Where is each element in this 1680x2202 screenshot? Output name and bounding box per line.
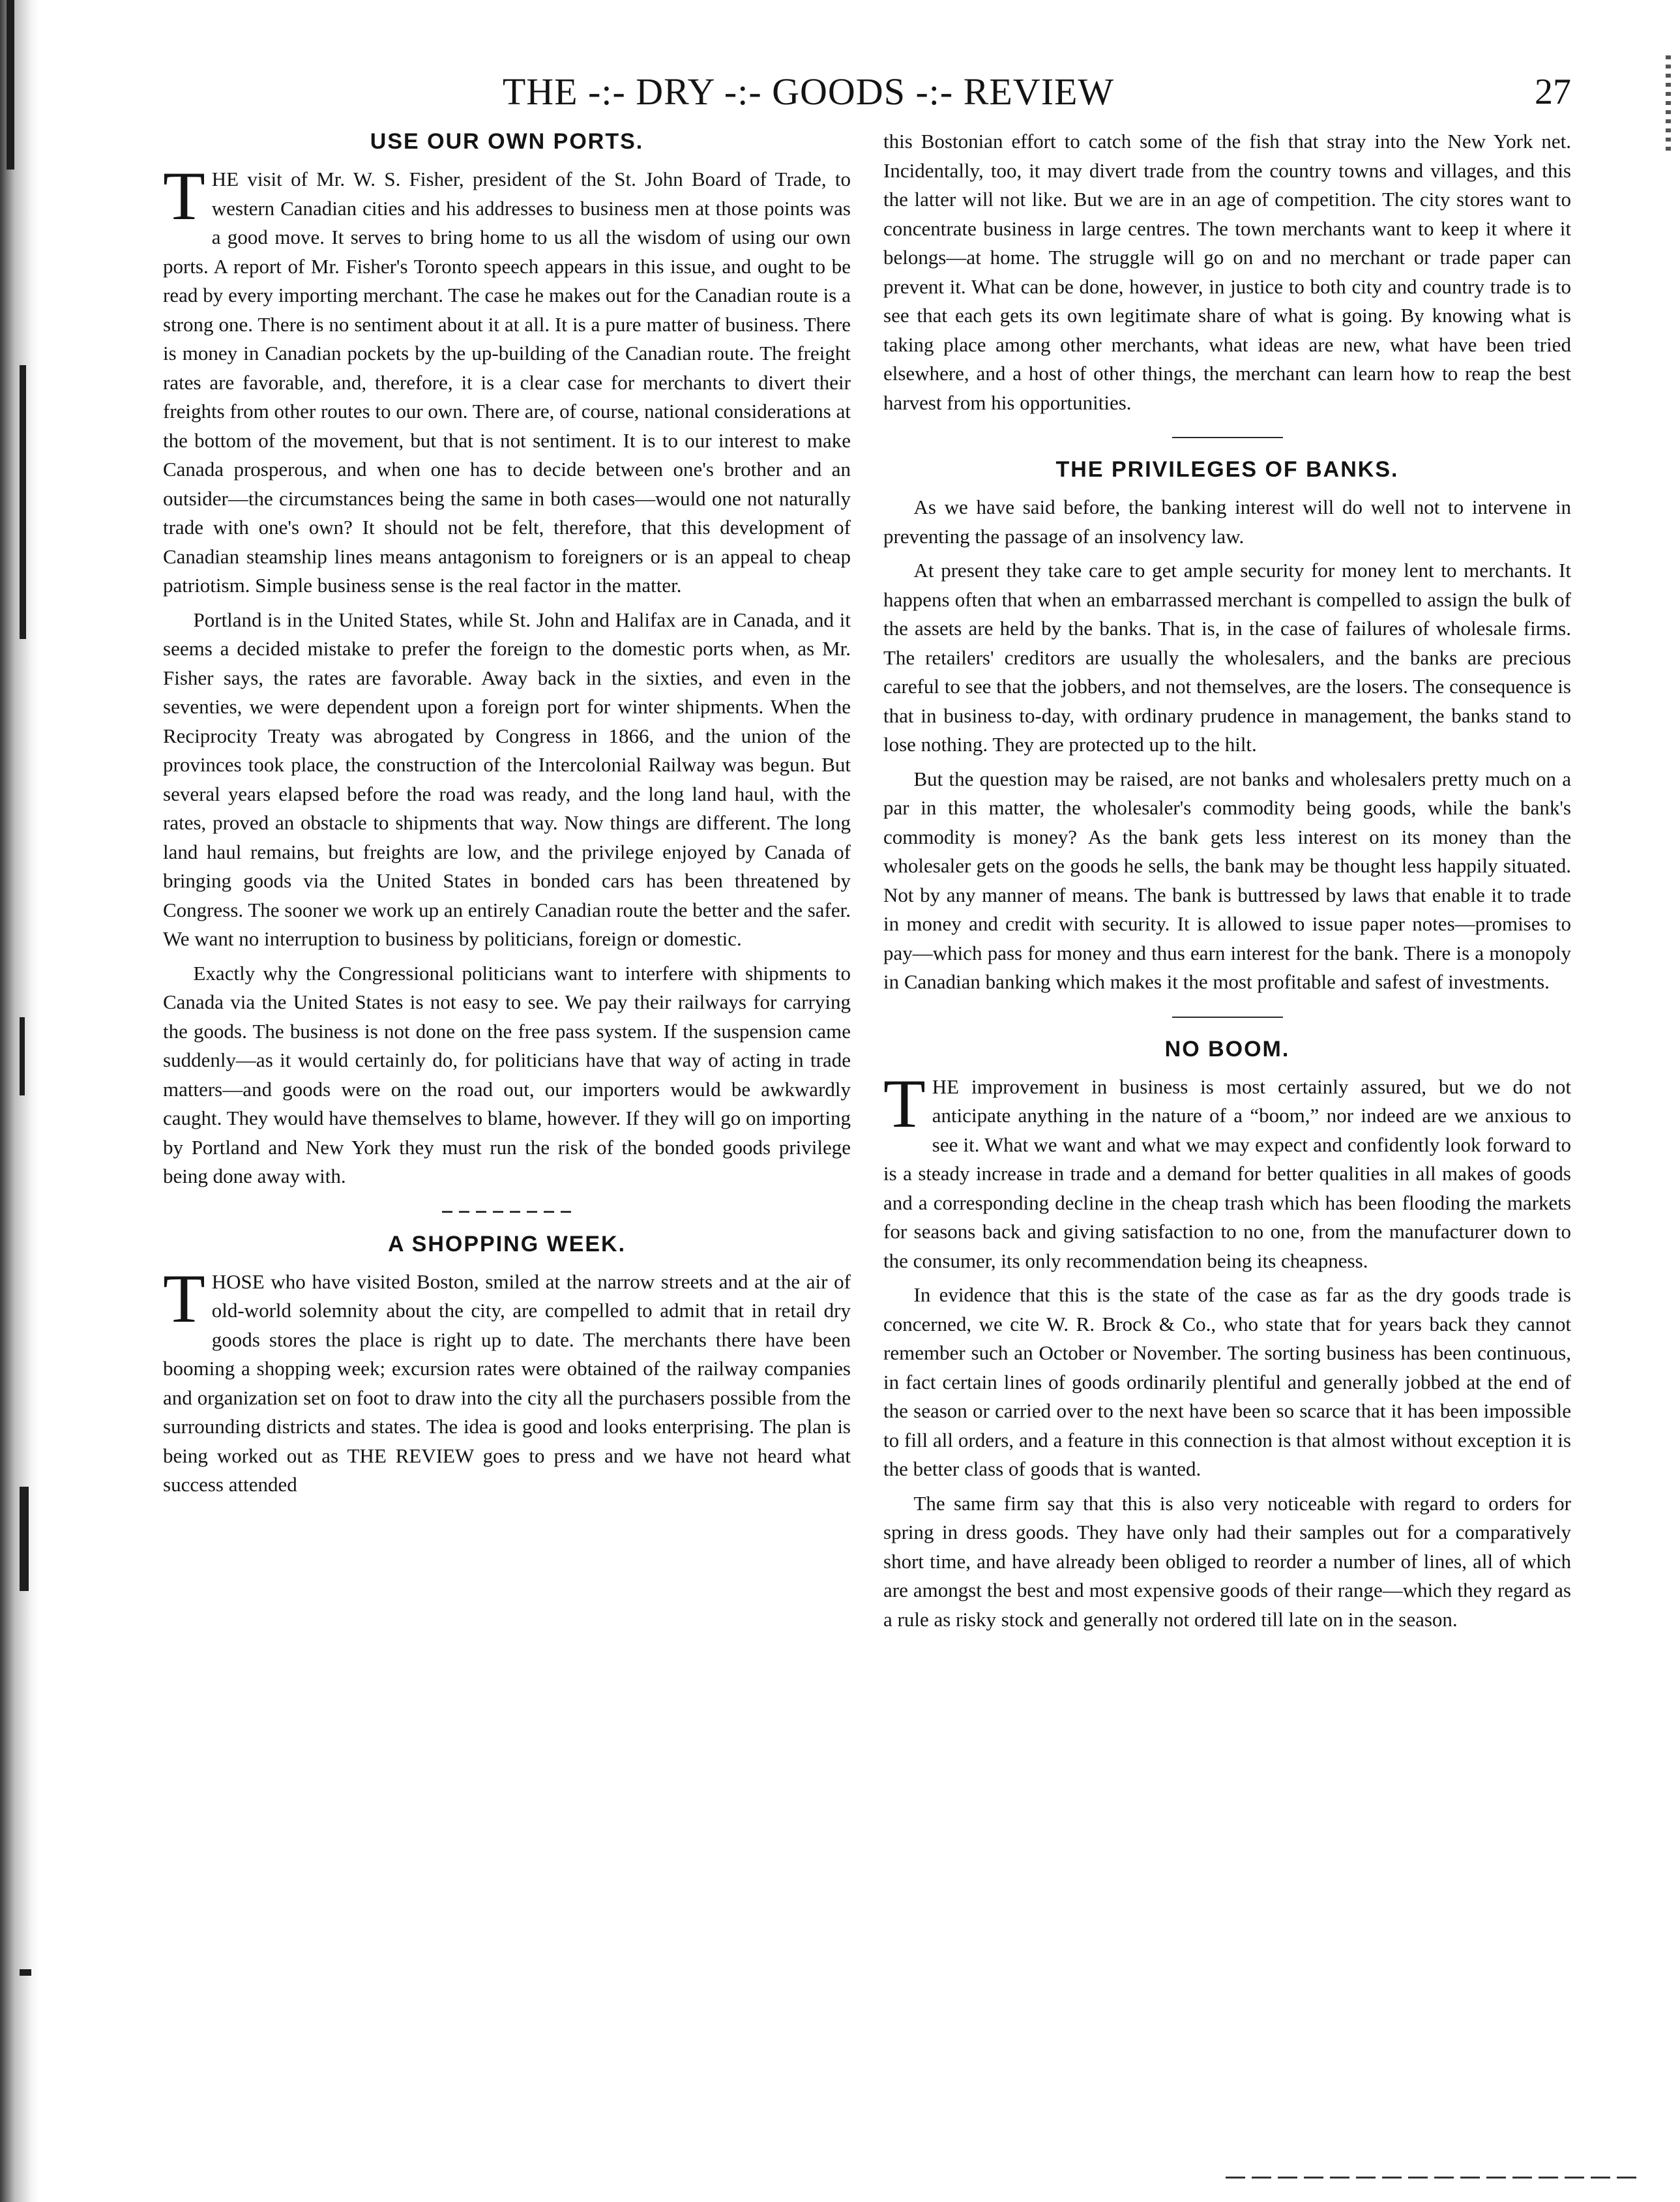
edge-smudge: [20, 1969, 31, 1976]
article-paragraph: But the question may be raised, are not banks and wholesalers pretty much on a par in this matter, the wholesaler's commodity being goods, while the bank's commodity is money? As the bank gets less interest on its money than the wholesaler gets on the goods he sells, the bank may be thought less happily situated. Not by any manner of means. The bank is buttressed by laws that enable it to trade in money and credit with security. It is allowed to issue paper notes—promises to pay—which pass for money and thus earn interest for the bank. There is a monopoly in Canadian banking which makes it the most profitable and safest of investments.: [883, 767, 1571, 993]
article-paragraph: At present they take care to get ample security for money lent to merchants. It happens often that when an embarrassed merchant is compelled to assign the bulk of the assets are held by the banks. That is, in the case of failures of wholesale firms. The retailers' creditors are usually the wholesalers, and the banks are precious careful to see that the jobbers, and not themselves, are the losers. The consequence is that in business to-day, with ordinary prudence in management, the banks stand to lose nothing. They are protected up to the hilt.: [883, 559, 1571, 756]
article-title: THE PRIVILEGES OF BANKS.: [1055, 457, 1399, 482]
right-column: [883, 127, 1571, 1639]
edge-smudge: [20, 365, 26, 639]
article-shopping-week: [163, 1230, 851, 1500]
section-separator: [1172, 1017, 1283, 1018]
page-number: 27: [1535, 72, 1571, 112]
left-column: [163, 127, 851, 1505]
article-paragraph: [163, 1260, 851, 1500]
article-paragraph: [883, 1065, 1571, 1276]
section-separator: [1172, 437, 1283, 438]
drop-cap: T: [163, 158, 205, 234]
article-use-our-own-ports: [163, 127, 851, 1191]
right-edge-marks: [1666, 55, 1671, 153]
section-separator: [442, 1211, 572, 1213]
article-paragraph: Portland is in the United States, while St. John and Halifax are in Canada, and it seems a decided mistake to prefer the foreign to the domestic ports when, as Mr. Fisher says, the rates are favorable. Away back in the sixties, and even in the seventies, we were dependent upon a foreign port for winter shipments. When the Reciprocity Treaty was abrogated by Congress in 1866, and the union of the provinces took place, the construction of the Intercolonial Railway was begun. But several years elapsed before the road was ready, and the long land haul, with the rates, proved an obstacle to shipments that way. Now things are different. The long land haul remains, but freights are low, and the privilege enjoyed by Canada of bringing goods via the United States in bonded cars has been threatened by Congress. The sooner we work up an entirely Canadian route the better and the safer. We want no interruption to business by politicians, foreign or domestic.: [163, 608, 851, 950]
drop-cap: T: [883, 1065, 926, 1142]
paragraph-text: HE visit of Mr. W. S. Fisher, president of the St. John Board of Trade, to western Canadian cities and his addresses to business men at those points was a good move. It serves to bring home to us all the wisdom of using our own ports. A report of Mr. Fisher's Toronto speech appears in this issue, and ought to be read by every importing merchant. The case he makes out for the Canadian route is a strong one. There is no sentiment about it at all. It is a pure matter of business. There is money in Canadian pockets by the up-building of the Canadian route. The freight rates are favorable, and, therefore, it is a clear case for merchants to divert their freights from other routes to our own. There are, of course, national considerations at the bottom of the movement, but that is not sentiment. It is to our interest to make Canada prosperous, and when one has to decide between one's brother and an outsider—the circumstances being the same in both cases—would one not naturally trade with one's own? It should not be felt, therefore, that this development of Canadian steamship lines means antagonism to foreigners or is an appeal to cheap patriotism. Simple business sense is the real factor in the matter.: [163, 168, 851, 597]
publication-title: THE -:- DRY -:- GOODS -:- REVIEW: [502, 70, 1115, 113]
bottom-rule: [1226, 2177, 1636, 2179]
running-head: [98, 63, 1571, 121]
article-title: USE OUR OWN PORTS.: [370, 129, 644, 154]
article-paragraph: The same firm say that this is also very noticeable with regard to orders for spring in dress goods. They have only had their samples out for a comparatively short time, and have already been obliged to reorder a number of lines, all of which are amongst the best and most expensive goods of their range—which they regard as a rule as risky stock and generally not ordered till late on in the season.: [883, 1491, 1571, 1631]
drop-cap: T: [163, 1260, 205, 1337]
paragraph-text: HE improvement in business is most certainly assured, but we do not anticipate anything in the nature of a “boom,” nor indeed are we anxious to see it. What we want and what we may expect and confidently look forward to is a steady increase in trade and a demand for better qualities in all makes of goods and a corresponding decline in the cheap trash which has been flooding the markets for seasons back and giving satisfaction to no one, from the manufacturer down to the consumer, its only recommendation being its cheapness.: [883, 1075, 1571, 1272]
article-paragraph: As we have said before, the banking interest will do well not to intervene in preventing the passage of an insolvency law.: [883, 496, 1571, 548]
paragraph-text: HOSE who have visited Boston, smiled at the narrow streets and at the air of old-world solemnity about the city, are compelled to admit that in retail dry goods stores the place is right up to date. The merchants there have been booming a shopping week; excursion rates were obtained of the railway companies and organization set on foot to draw into the city all the purchasers possible from the surrounding districts and states. The idea is good and looks enterprising. The plan is being worked out as THE REVIEW goes to press and we have not heard what success attended: [163, 1270, 851, 1496]
edge-smudge: [20, 1487, 29, 1591]
article-title: A SHOPPING WEEK.: [387, 1231, 626, 1257]
article-paragraph: In evidence that this is the state of the case as far as the dry goods trade is concerned, we cite W. R. Brock & Co., who state that for years back they cannot remember such an October or November. The sorting business has been continuous, in fact certain lines of goods ordinarily plentiful and generally jobbed at the end of the season or carried over to the next have been so scarce that it has been impossible to fill all orders, and a feature in this connection is that almost without exception it is the better class of goods that is wanted.: [883, 1283, 1571, 1480]
article-continuation: this Bostonian effort to catch some of the fish that stray into the New York net. Incidentally, too, it may divert trade from the country towns and villages, and this the latter will not like. But we are in an age of competition. The city stores want to concentrate business in large centres. The town merchants want to keep it where it belongs—at home. The struggle will go on and no merchant or trade paper can prevent it. What can be done, however, in justice to both city and country trade is to see that each gets its own legitimate share of what is going. By knowing what is taking place among other merchants, what ideas are new, what have been tried elsewhere, and a host of other things, the merchant can learn how to reap the best harvest from his opportunities.: [883, 130, 1571, 414]
article-title: NO BOOM.: [1164, 1036, 1290, 1062]
article-no-boom: [883, 1035, 1571, 1635]
article-privileges-of-banks: [883, 455, 1571, 997]
article-paragraph: Exactly why the Congressional politicians want to interfere with shipments to Canada via the United States is not easy to see. We pay their railways for carrying the goods. The business is not done on the free pass system. If the suspension came suddenly—as it would certainly do, for politicians have that way of acting in trade matters—and goods were on the road out, our importers would be awkwardly caught. They would have themselves to blame, however. If they will go on importing by Portland and New York they must run the risk of the bonded goods privilege being done away with.: [163, 961, 851, 1187]
scanned-page-edge: [0, 0, 39, 2202]
article-paragraph: [163, 158, 851, 601]
edge-smudge: [20, 1017, 25, 1095]
